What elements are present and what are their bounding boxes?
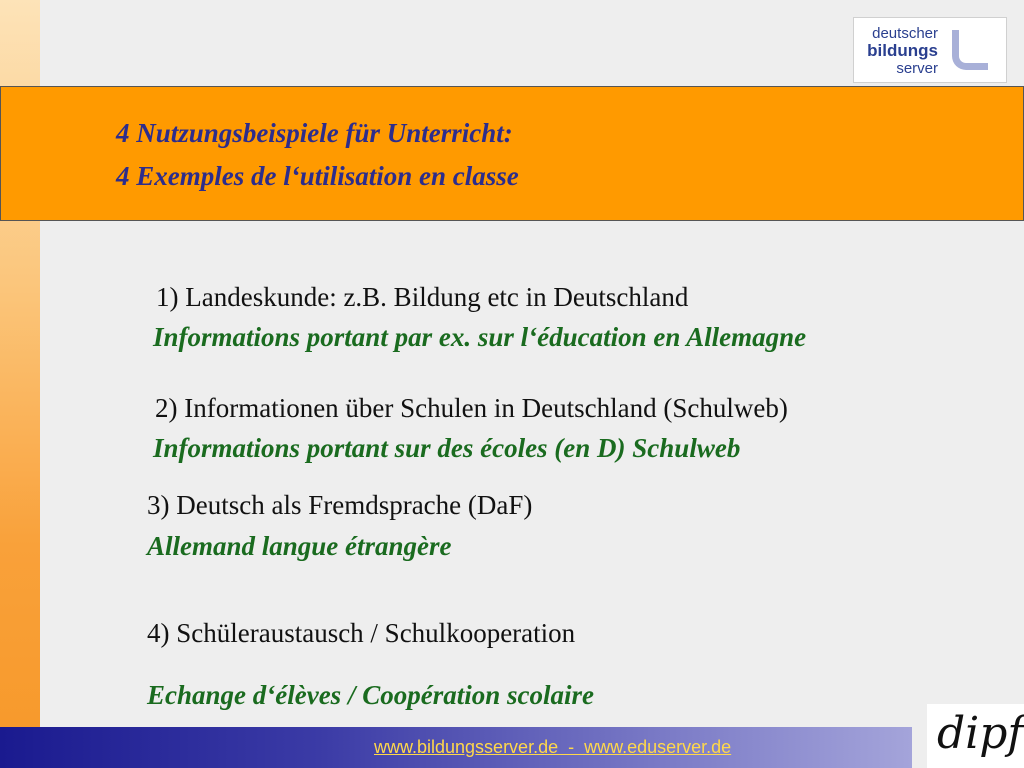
item-2-german: 2) Informationen über Schulen in Deutschland (Schulweb) [155, 393, 788, 423]
bildungsserver-logo [853, 17, 1007, 83]
logo-word-server: server [896, 60, 938, 77]
slide-title-box [0, 86, 1024, 221]
logo-bracket-icon [952, 30, 988, 70]
logo-word-deutscher: deutscher [872, 25, 938, 42]
footer-links[interactable]: www.bildungsserver.de - www.eduserver.de [374, 737, 732, 757]
item-1-german: 1) Landeskunde: z.B. Bildung etc in Deutschland [156, 282, 689, 312]
slide-title-german: 4 Nutzungsbeispiele für Unterricht: [116, 118, 513, 148]
dipf-logo [927, 704, 1024, 768]
logo-word-bildungs: bildungs [867, 41, 938, 60]
item-4-german: 4) Schüleraustausch / Schulkooperation [147, 618, 576, 648]
dipf-logo-text: dipf [937, 708, 1024, 759]
item-4-french: Echange d‘élèves / Coopération scolaire [147, 680, 594, 710]
item-1-french: Informations portant par ex. sur l‘éducation en Allemagne [153, 322, 807, 352]
item-3-german: 3) Deutsch als Fremdsprache (DaF) [147, 490, 533, 520]
footer-bar [0, 727, 912, 768]
slide-title-french: 4 Exemples de l‘utilisation en classe [116, 161, 519, 191]
item-2-french: Informations portant sur des écoles (en D) Schulweb [153, 433, 741, 463]
item-3-french: Allemand langue étrangère [147, 531, 452, 561]
